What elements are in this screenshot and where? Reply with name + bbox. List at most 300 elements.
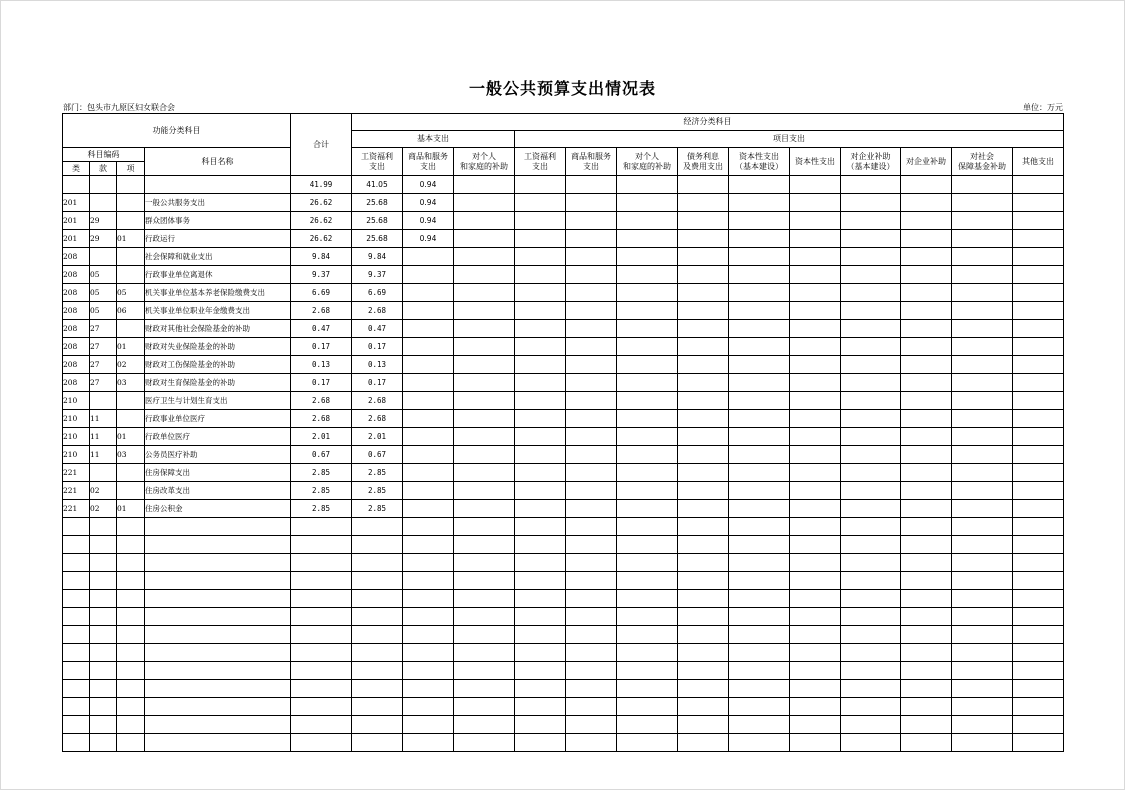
empty-cell (729, 554, 790, 572)
empty-cell (454, 266, 515, 284)
empty-cell (117, 734, 145, 752)
empty-cell (454, 626, 515, 644)
empty-cell (790, 662, 841, 680)
empty-cell (952, 554, 1013, 572)
empty-cell (901, 554, 952, 572)
empty-cell (617, 554, 678, 572)
empty-cell (566, 680, 617, 698)
total-cell: 0.17 (291, 338, 352, 356)
empty-cell (291, 680, 352, 698)
header-text: 对企业补助 (906, 156, 946, 166)
empty-cell (454, 608, 515, 626)
empty-cell (63, 644, 90, 662)
empty-cell (952, 590, 1013, 608)
empty-cell (90, 662, 117, 680)
empty-cell (841, 626, 901, 644)
empty-cell (454, 410, 515, 428)
empty-cell (729, 284, 790, 302)
empty-cell (566, 356, 617, 374)
empty-cell (291, 644, 352, 662)
empty-cell (952, 536, 1013, 554)
empty-cell (352, 734, 403, 752)
empty-cell (454, 194, 515, 212)
lei-cell: 201 (63, 212, 90, 230)
empty-cell (952, 698, 1013, 716)
subject-name-cell: 行政运行 (145, 230, 291, 248)
empty-cell (515, 284, 566, 302)
empty-cell (454, 572, 515, 590)
empty-cell (291, 536, 352, 554)
empty-cell (566, 266, 617, 284)
empty-cell (790, 338, 841, 356)
basic-goods-cell (403, 410, 454, 428)
empty-cell (145, 644, 291, 662)
empty-cell (678, 500, 729, 518)
kuan-cell (90, 176, 117, 194)
table-body (63, 176, 1064, 752)
subject-name-cell: 财政对生育保险基金的补助 (145, 374, 291, 392)
empty-cell (454, 698, 515, 716)
basic-salary-cell: 41.05 (352, 176, 403, 194)
empty-cell (901, 698, 952, 716)
total-cell: 0.67 (291, 446, 352, 464)
empty-cell (729, 302, 790, 320)
table-row (63, 464, 1064, 482)
table-row (63, 230, 1064, 248)
subject-name-header: 科目名称 (145, 148, 291, 176)
empty-cell (145, 716, 291, 734)
empty-cell (454, 734, 515, 752)
table-row (63, 500, 1064, 518)
project-capital-header (790, 148, 841, 176)
empty-cell (1013, 518, 1064, 536)
empty-cell (1013, 590, 1064, 608)
xiang-cell: 02 (117, 356, 145, 374)
empty-cell (729, 626, 790, 644)
empty-cell (952, 644, 1013, 662)
empty-cell (678, 446, 729, 464)
empty-cell (952, 518, 1013, 536)
empty-cell (901, 248, 952, 266)
empty-cell (566, 410, 617, 428)
empty-cell (515, 590, 566, 608)
empty-cell (901, 662, 952, 680)
empty-cell (790, 482, 841, 500)
empty-cell (841, 536, 901, 554)
empty-cell (729, 374, 790, 392)
empty-cell (291, 626, 352, 644)
empty-cell (454, 392, 515, 410)
empty-cell (566, 446, 617, 464)
empty-cell (291, 698, 352, 716)
total-cell: 26.62 (291, 212, 352, 230)
empty-cell (841, 608, 901, 626)
empty-cell (841, 644, 901, 662)
empty-cell (901, 428, 952, 446)
empty-cell (617, 248, 678, 266)
empty-cell (454, 680, 515, 698)
empty-cell (1013, 230, 1064, 248)
empty-cell (117, 554, 145, 572)
empty-cell (145, 626, 291, 644)
subject-name-cell: 公务员医疗补助 (145, 446, 291, 464)
empty-cell (1013, 266, 1064, 284)
empty-cell (566, 284, 617, 302)
empty-cell (515, 464, 566, 482)
page-title: 一般公共预算支出情况表 (468, 79, 656, 98)
empty-cell (901, 734, 952, 752)
empty-cell (566, 572, 617, 590)
empty-cell (90, 572, 117, 590)
empty-cell (566, 518, 617, 536)
empty-cell (790, 356, 841, 374)
empty-cell (952, 248, 1013, 266)
empty-cell (729, 266, 790, 284)
empty-cell (90, 590, 117, 608)
empty-cell (952, 356, 1013, 374)
empty-cell (1013, 464, 1064, 482)
project-capital-construction-header (729, 148, 790, 176)
subject-name-cell: 住房公积金 (145, 500, 291, 518)
xiang-cell (117, 464, 145, 482)
lei-cell (63, 176, 90, 194)
subject-name-cell: 群众团体事务 (145, 212, 291, 230)
empty-cell (515, 374, 566, 392)
lei-cell: 208 (63, 320, 90, 338)
empty-cell (145, 590, 291, 608)
kuan-cell: 05 (90, 266, 117, 284)
empty-cell (515, 626, 566, 644)
subject-name-cell: 社会保障和就业支出 (145, 248, 291, 266)
lei-cell: 208 (63, 338, 90, 356)
empty-cell (901, 716, 952, 734)
kuan-cell: 02 (90, 500, 117, 518)
table-row (63, 194, 1064, 212)
empty-cell (515, 734, 566, 752)
empty-cell (790, 212, 841, 230)
basic-salary-cell: 9.84 (352, 248, 403, 266)
empty-row (63, 644, 1064, 662)
empty-cell (145, 608, 291, 626)
empty-cell (566, 338, 617, 356)
empty-cell (454, 230, 515, 248)
empty-cell (145, 554, 291, 572)
basic-salary-cell: 2.68 (352, 302, 403, 320)
empty-cell (841, 734, 901, 752)
empty-cell (729, 212, 790, 230)
empty-cell (566, 500, 617, 518)
empty-cell (952, 680, 1013, 698)
header-text: 其他支出 (1022, 156, 1055, 166)
empty-cell (729, 230, 790, 248)
empty-cell (678, 464, 729, 482)
empty-cell (566, 608, 617, 626)
empty-cell (729, 194, 790, 212)
empty-cell (454, 590, 515, 608)
lei-cell: 208 (63, 284, 90, 302)
empty-cell (790, 680, 841, 698)
empty-cell (566, 248, 617, 266)
total-cell: 0.47 (291, 320, 352, 338)
empty-cell (952, 392, 1013, 410)
header-text: 工资福利 支出 (361, 151, 393, 171)
empty-cell (952, 716, 1013, 734)
basic-salary-cell: 2.01 (352, 428, 403, 446)
empty-cell (117, 680, 145, 698)
empty-cell (729, 662, 790, 680)
empty-cell (729, 734, 790, 752)
empty-cell (117, 518, 145, 536)
empty-cell (617, 320, 678, 338)
project-other-header (1013, 148, 1064, 176)
empty-cell (352, 608, 403, 626)
empty-cell (617, 374, 678, 392)
subject-name-cell: 住房保障支出 (145, 464, 291, 482)
empty-cell (617, 212, 678, 230)
empty-cell (729, 608, 790, 626)
empty-cell (403, 680, 454, 698)
lei-cell: 208 (63, 374, 90, 392)
empty-cell (790, 392, 841, 410)
empty-cell (515, 212, 566, 230)
empty-cell (566, 698, 617, 716)
empty-cell (352, 590, 403, 608)
lei-cell: 210 (63, 410, 90, 428)
total-cell: 26.62 (291, 194, 352, 212)
empty-cell (454, 662, 515, 680)
empty-cell (515, 428, 566, 446)
table-row (63, 266, 1064, 284)
subject-name-cell: 行政事业单位离退休 (145, 266, 291, 284)
empty-cell (841, 230, 901, 248)
basic-salary-cell: 0.67 (352, 446, 403, 464)
header-text: 工资福利 支出 (524, 151, 556, 171)
empty-cell (403, 698, 454, 716)
empty-cell (566, 428, 617, 446)
empty-cell (1013, 608, 1064, 626)
basic-salary-cell: 2.68 (352, 410, 403, 428)
empty-cell (678, 392, 729, 410)
empty-cell (841, 284, 901, 302)
empty-cell (63, 698, 90, 716)
empty-cell (678, 482, 729, 500)
empty-cell (790, 176, 841, 194)
table-row (63, 446, 1064, 464)
empty-cell (617, 266, 678, 284)
empty-cell (515, 500, 566, 518)
empty-cell (117, 716, 145, 734)
basic-goods-cell (403, 374, 454, 392)
xiang-cell: 01 (117, 338, 145, 356)
empty-cell (678, 698, 729, 716)
empty-cell (63, 536, 90, 554)
empty-cell (841, 698, 901, 716)
empty-cell (566, 590, 617, 608)
total-cell: 2.85 (291, 500, 352, 518)
xiang-cell (117, 320, 145, 338)
empty-cell (352, 644, 403, 662)
empty-cell (617, 284, 678, 302)
empty-cell (841, 302, 901, 320)
empty-cell (117, 698, 145, 716)
empty-cell (617, 230, 678, 248)
empty-cell (678, 248, 729, 266)
empty-cell (952, 428, 1013, 446)
empty-cell (454, 536, 515, 554)
project-enterprise-construction-header (841, 148, 901, 176)
total-cell: 2.68 (291, 392, 352, 410)
table-row (63, 482, 1064, 500)
empty-cell (515, 716, 566, 734)
empty-cell (901, 284, 952, 302)
empty-cell (678, 626, 729, 644)
empty-cell (90, 518, 117, 536)
header-text: 商品和服务 支出 (408, 151, 448, 171)
empty-cell (617, 680, 678, 698)
empty-cell (454, 716, 515, 734)
total-cell: 9.37 (291, 266, 352, 284)
empty-cell (790, 536, 841, 554)
basic-salary-cell: 2.85 (352, 500, 403, 518)
empty-cell (1013, 716, 1064, 734)
empty-cell (352, 626, 403, 644)
empty-cell (117, 644, 145, 662)
kuan-cell: 05 (90, 284, 117, 302)
empty-cell (617, 392, 678, 410)
empty-cell (901, 176, 952, 194)
empty-cell (901, 500, 952, 518)
empty-cell (515, 662, 566, 680)
empty-cell (729, 590, 790, 608)
header-text: 资本性支出 （基本建设） (735, 151, 783, 171)
empty-cell (117, 536, 145, 554)
empty-cell (790, 428, 841, 446)
project-individual-header (617, 148, 678, 176)
empty-cell (841, 716, 901, 734)
empty-row (63, 698, 1064, 716)
empty-cell (403, 662, 454, 680)
basic-goods-header (403, 148, 454, 176)
basic-salary-cell: 25.68 (352, 194, 403, 212)
empty-cell (952, 176, 1013, 194)
subject-name-cell: 财政对工伤保险基金的补助 (145, 356, 291, 374)
empty-cell (952, 626, 1013, 644)
empty-cell (117, 662, 145, 680)
basic-salary-cell: 6.69 (352, 284, 403, 302)
empty-cell (729, 356, 790, 374)
empty-cell (617, 626, 678, 644)
table-row (63, 338, 1064, 356)
empty-cell (790, 590, 841, 608)
empty-cell (1013, 644, 1064, 662)
empty-cell (515, 482, 566, 500)
project-social-fund-header (952, 148, 1013, 176)
empty-cell (841, 446, 901, 464)
empty-cell (403, 518, 454, 536)
header-text: 对个人 和家庭的补助 (460, 151, 508, 171)
empty-cell (790, 608, 841, 626)
header-text: 对社会 保障基金补助 (958, 151, 1006, 171)
empty-cell (841, 428, 901, 446)
empty-cell (63, 734, 90, 752)
empty-cell (790, 374, 841, 392)
empty-cell (352, 716, 403, 734)
empty-cell (117, 590, 145, 608)
empty-cell (841, 374, 901, 392)
empty-cell (901, 446, 952, 464)
xiang-cell (117, 194, 145, 212)
empty-cell (841, 320, 901, 338)
empty-cell (403, 590, 454, 608)
lei-cell: 210 (63, 446, 90, 464)
empty-cell (1013, 248, 1064, 266)
empty-cell (566, 464, 617, 482)
subject-name-cell (145, 176, 291, 194)
kuan-cell: 02 (90, 482, 117, 500)
empty-cell (352, 518, 403, 536)
basic-salary-cell: 25.68 (352, 230, 403, 248)
basic-goods-cell: 0.94 (403, 176, 454, 194)
empty-cell (145, 572, 291, 590)
empty-cell (952, 464, 1013, 482)
table-row (63, 248, 1064, 266)
empty-cell (790, 734, 841, 752)
kuan-cell (90, 248, 117, 266)
empty-cell (678, 554, 729, 572)
empty-cell (454, 338, 515, 356)
empty-cell (678, 734, 729, 752)
empty-cell (63, 626, 90, 644)
empty-cell (352, 536, 403, 554)
empty-cell (566, 392, 617, 410)
empty-cell (841, 464, 901, 482)
empty-cell (790, 644, 841, 662)
empty-cell (515, 302, 566, 320)
empty-cell (952, 374, 1013, 392)
empty-cell (901, 266, 952, 284)
table-row (63, 284, 1064, 302)
empty-cell (678, 410, 729, 428)
empty-cell (901, 518, 952, 536)
empty-cell (617, 356, 678, 374)
project-goods-header (566, 148, 617, 176)
empty-cell (566, 716, 617, 734)
empty-cell (901, 482, 952, 500)
empty-cell (678, 212, 729, 230)
empty-cell (1013, 176, 1064, 194)
empty-cell (617, 662, 678, 680)
xiang-header: 项 (117, 162, 145, 176)
empty-cell (63, 590, 90, 608)
empty-cell (1013, 302, 1064, 320)
lei-cell: 221 (63, 482, 90, 500)
empty-cell (617, 338, 678, 356)
empty-cell (952, 212, 1013, 230)
empty-cell (952, 608, 1013, 626)
empty-cell (515, 230, 566, 248)
total-cell: 2.85 (291, 482, 352, 500)
empty-cell (729, 716, 790, 734)
lei-cell: 201 (63, 194, 90, 212)
xiang-cell: 06 (117, 302, 145, 320)
empty-cell (454, 212, 515, 230)
basic-salary-cell: 0.13 (352, 356, 403, 374)
empty-cell (1013, 410, 1064, 428)
xiang-cell (117, 266, 145, 284)
project-enterprise-header (901, 148, 952, 176)
empty-cell (617, 446, 678, 464)
empty-cell (678, 194, 729, 212)
